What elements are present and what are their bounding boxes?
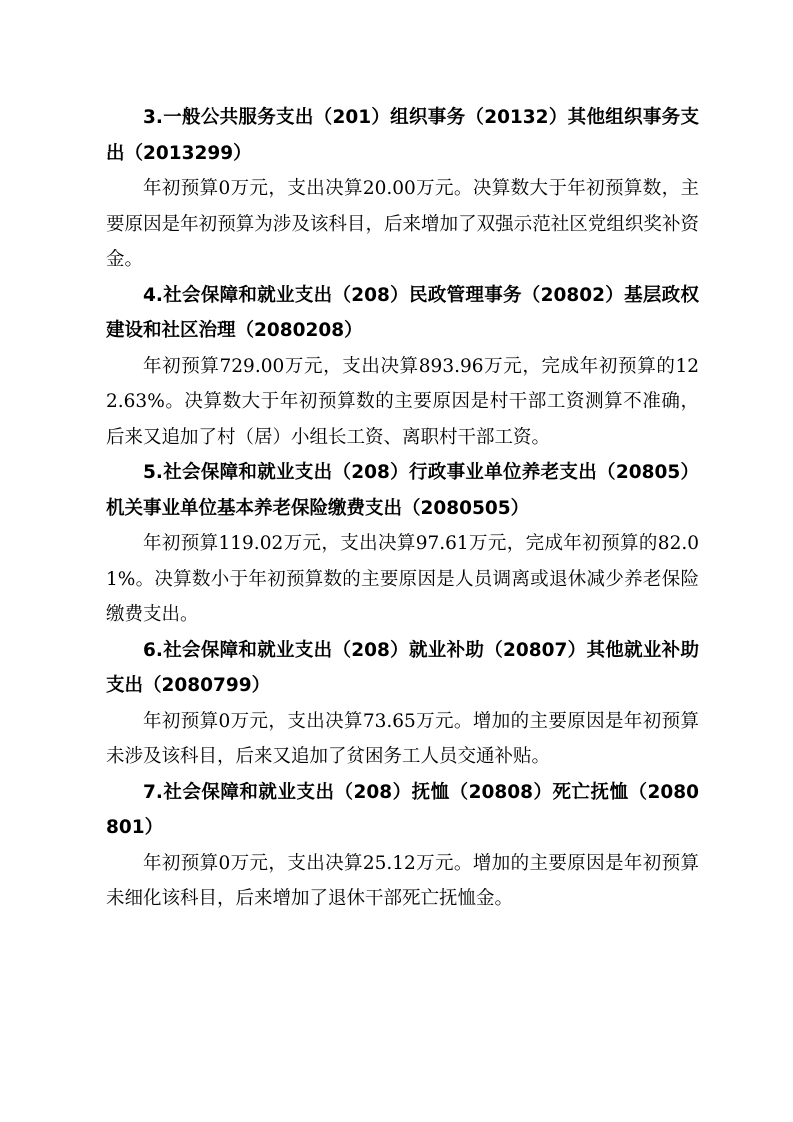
- section-4: [106, 278, 699, 456]
- section-body: 年初预算0万元，支出决算20.00万元。决算数大于年初预算数，主要原因是年初预算为涉及该科目，后来增加了双强示范社区党组织奖补资金。: [106, 178, 699, 270]
- section-6: [106, 633, 699, 775]
- section-3: [106, 100, 699, 278]
- section-heading: 3.一般公共服务支出（201）组织事务（20132）其他组织事务支出（2013299）: [106, 107, 699, 164]
- section-body: 年初预算0万元，支出决算25.12万元。增加的主要原因是年初预算未细化该科目，后来增加了退休干部死亡抚恤金。: [106, 852, 699, 909]
- section-heading: 5.社会保障和就业支出（208）行政事业单位养老支出（20805）机关事业单位基本养老保险缴费支出（2080505）: [106, 462, 699, 519]
- section-body: 年初预算119.02万元，支出决算97.61万元，完成年初预算的82.01%。决算数小于年初预算数的主要原因是人员调离或退休减少养老保险缴费支出。: [106, 533, 699, 625]
- section-5: [106, 455, 699, 633]
- section-heading: 7.社会保障和就业支出（208）抚恤（20808）死亡抚恤（2080801）: [106, 781, 699, 838]
- section-heading: 6.社会保障和就业支出（208）就业补助（20807）其他就业补助支出（2080799）: [106, 639, 699, 696]
- section-7: [106, 775, 699, 917]
- section-body: 年初预算0万元，支出决算73.65万元。增加的主要原因是年初预算未涉及该科目，后来又追加了贫困务工人员交通补贴。: [106, 710, 699, 767]
- section-body: 年初预算729.00万元，支出决算893.96万元，完成年初预算的122.63%。决算数大于年初预算数的主要原因是村干部工资测算不准确，后来又追加了村（居）小组长工资、离职村干部工资。: [106, 355, 699, 448]
- section-heading: 4.社会保障和就业支出（208）民政管理事务（20802）基层政权建设和社区治理（2080208）: [106, 284, 699, 341]
